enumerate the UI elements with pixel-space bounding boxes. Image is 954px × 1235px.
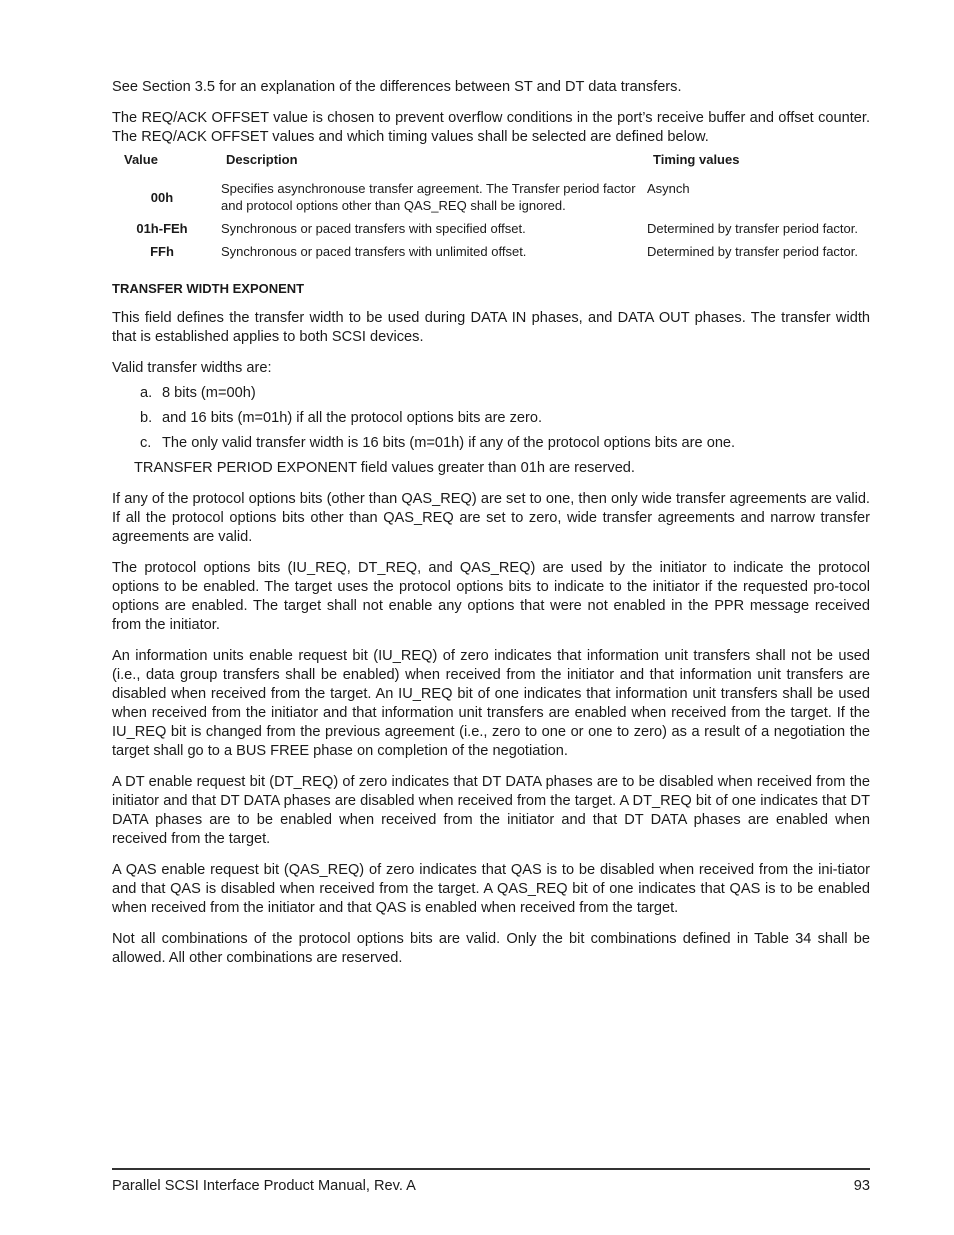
row-value: FFh bbox=[150, 244, 174, 259]
table-row bbox=[112, 220, 870, 243]
body-paragraph: If any of the protocol options bits (other than QAS_REQ) are set to one, then only wide transfer agreements are valid. If all the protocol options bits other than QAS_REQ are set to zero, wide transfer agreements and narrow transfer agreements are valid. bbox=[112, 491, 870, 545]
table-header-row bbox=[112, 151, 870, 180]
list-text: and 16 bits (m=01h) if all the protocol options bits are zero. bbox=[162, 410, 543, 426]
row-value: 00h bbox=[150, 189, 174, 205]
table-row bbox=[112, 180, 870, 220]
body-paragraph: Not all combinations of the protocol options bits are valid. Only the bit combinations defined in Table 34 shall be allowed. All other combinations are reserved. bbox=[112, 931, 870, 966]
body-paragraph: A QAS enable request bit (QAS_REQ) of zero indicates that QAS is to be disabled when received from the ini-tiator and that QAS is disabled when received from the target. A QAS_REQ bit of one indicates that QAS is to be enabled when received from the initiator and that QAS is enabled when received from the target. bbox=[112, 862, 870, 916]
body-paragraph: An information units enable request bit (IU_REQ) of zero indicates that information unit transfers shall not be used (i.e., data group transfers shall be enabled) when received from the initiator and that information unit transfers are disabled when received from the target. An IU_REQ bit of one indicates that information unit transfers shall be used when received from the initiator and that information unit transfers are enabled when received from the target. If the IU_REQ bit is changed from the previous agreement (i.e., zero to one or one to zero) as a result of a negotiation the target shall go to a BUS FREE phase on completion of the negotiation. bbox=[112, 648, 870, 759]
page-number: 93 bbox=[853, 1178, 870, 1194]
row-description: Specifies asynchronouse transfer agreement. The Transfer period factor and protocol options other than QAS_REQ shall be ignored. bbox=[221, 181, 636, 213]
list-item bbox=[112, 384, 870, 403]
column-header-value: Value bbox=[124, 152, 158, 167]
list-marker: b. bbox=[140, 410, 153, 426]
document-page bbox=[112, 78, 870, 980]
width-paragraph: This field defines the transfer width to be used during DATA IN phases, and DATA OUT phases. The transfer width that is established applies to both SCSI devices. bbox=[112, 310, 870, 345]
page-footer bbox=[112, 1168, 870, 1196]
list-text: The only valid transfer width is 16 bits (m=01h) if any of the protocol options bits are one. bbox=[162, 435, 736, 451]
row-description: Synchronous or paced transfers with specified offset. bbox=[221, 221, 526, 236]
row-value: 01h-FEh bbox=[136, 221, 188, 236]
row-timing: Asynch bbox=[647, 181, 690, 196]
list-item bbox=[112, 409, 870, 428]
intro-paragraph: See Section 3.5 for an explanation of the differences between ST and DT data transfers. bbox=[112, 79, 682, 95]
valid-widths-list bbox=[112, 384, 870, 453]
req-ack-offset-table bbox=[112, 151, 870, 266]
intro-paragraph: The REQ/ACK OFFSET value is chosen to prevent overflow conditions in the port’s receive buffer and offset counter. The REQ/ACK OFFSET values and which timing values shall be selected are defined below. bbox=[112, 110, 870, 145]
column-header-timing: Timing values bbox=[653, 152, 740, 167]
row-description: Synchronous or paced transfers with unlimited offset. bbox=[221, 244, 527, 259]
reserved-note: TRANSFER PERIOD EXPONENT field values greater than 01h are reserved. bbox=[134, 460, 635, 476]
body-paragraph: A DT enable request bit (DT_REQ) of zero indicates that DT DATA phases are to be disabled when received from the initiator and that DT DATA phases are disabled when received from the target. A DT_REQ bit of one indicates that DT DATA phases are to be enabled when received from the initiator and that DT DATA phases are enabled when received from the target. bbox=[112, 774, 870, 847]
list-text: 8 bits (m=00h) bbox=[162, 385, 256, 401]
section-heading: TRANSFER WIDTH EXPONENT bbox=[112, 281, 305, 296]
row-timing: Determined by transfer period factor. bbox=[647, 221, 858, 236]
footer-title: Parallel SCSI Interface Product Manual, Rev. A bbox=[112, 1178, 416, 1194]
list-marker: a. bbox=[140, 385, 153, 401]
valid-widths-label: Valid transfer widths are: bbox=[112, 360, 272, 376]
column-header-description: Description bbox=[226, 152, 298, 167]
list-marker: c. bbox=[140, 435, 152, 451]
body-paragraph: The protocol options bits (IU_REQ, DT_REQ, and QAS_REQ) are used by the initiator to indicate the protocol options to be enabled. The target uses the protocol options bits to indicate to the initiator if the requested pro-tocol options are enabled. The target shall not enable any options that were not enabled in the PPR message received from the initiator. bbox=[112, 560, 870, 633]
list-item bbox=[112, 434, 870, 453]
row-timing: Determined by transfer period factor. bbox=[647, 244, 858, 259]
table-row bbox=[112, 243, 870, 266]
